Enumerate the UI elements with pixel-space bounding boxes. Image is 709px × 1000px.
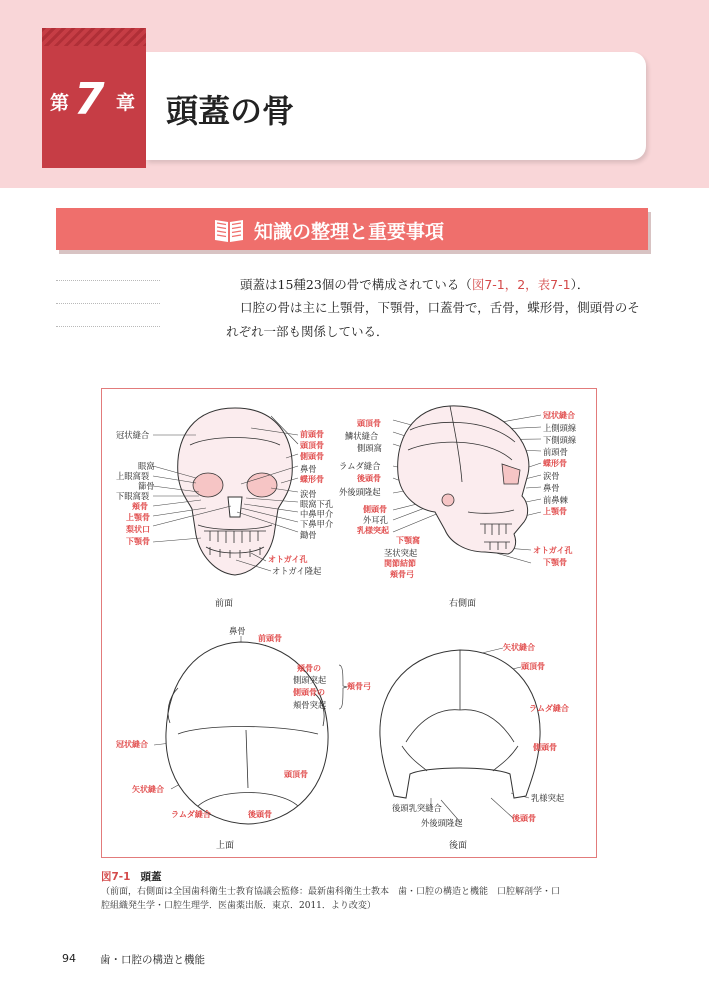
label-sphenoid: 蝶形骨 — [300, 475, 324, 484]
page-title: 頭蓋の骨 — [166, 92, 295, 130]
label-piriform-aperture: 梨状口 — [126, 525, 150, 534]
view-caption-top: 上面 — [216, 841, 235, 851]
label-infraorbital-foramen: 眼窩下孔 — [300, 499, 334, 509]
label-mastoid-process: 乳様突起 — [357, 526, 389, 535]
label-vomer: 鋤骨 — [300, 530, 317, 540]
label-nasal-top: 鼻骨 — [229, 626, 246, 636]
label-occipitomastoid-suture: 後頭乳突縫合 — [392, 803, 442, 813]
label-middle-nasal-concha: 中鼻甲介 — [300, 509, 334, 519]
label-occipital-top: 後頭骨 — [248, 810, 272, 819]
label-inferior-temporal-line: 下側頭線 — [543, 435, 577, 445]
figure-title: 頭蓋 — [140, 871, 162, 883]
body-paragraph-2-line-1: 口腔の骨は主に上顎骨，下顎骨，口蓋骨で，舌骨，蝶形骨，側頭骨のそ — [240, 300, 640, 315]
page-number: 94 — [62, 952, 76, 965]
label-coronal-suture-top: 冠状縫合 — [116, 740, 148, 749]
memo-line — [56, 280, 160, 281]
label-zygomatic: 頬骨 — [132, 502, 148, 511]
label-articular-tubercle: 関節結節 — [384, 559, 416, 568]
label-temporal-side: 側頭骨 — [363, 505, 387, 514]
chapter-suffix: 章 — [116, 92, 136, 114]
label-inferior-nasal-concha: 下鼻甲介 — [300, 519, 334, 529]
label-mental-foramen-side: オトガイ孔 — [533, 546, 573, 555]
label-zygomatic-process: 頬骨突起 — [293, 700, 327, 710]
label-frontal-side: 前頭骨 — [543, 447, 568, 457]
body-text: 頭蓋は15種23個の骨で構成されている（ — [240, 277, 472, 292]
label-nasal: 鼻骨 — [300, 464, 317, 474]
body-paragraph-2-line-2: れぞれ一部も関係している． — [226, 324, 389, 339]
figure-caption — [101, 869, 161, 884]
label-mandibular-fossa: 下顎窩 — [396, 536, 420, 545]
label-superior-temporal-line: 上側頭線 — [543, 423, 577, 433]
label-lambdoid-suture-top: ラムダ縫合 — [171, 810, 211, 819]
label-ethmoid: 篩骨 — [138, 481, 155, 491]
label-coronal-suture: 冠状縫合 — [116, 430, 150, 440]
open-book-icon — [213, 216, 245, 244]
label-zygomatic-arch-top: 頬骨弓 — [347, 682, 371, 691]
label-temporal-process: 側頭突起 — [293, 675, 327, 685]
label-superior-orbital-fissure: 上眼窩裂 — [116, 471, 150, 481]
label-external-acoustic-meatus: 外耳孔 — [363, 515, 388, 525]
label-occipital: 後頭骨 — [357, 474, 381, 483]
label-zygomatic-of: 頬骨の — [297, 664, 321, 673]
label-parietal-side: 頭頂骨 — [357, 419, 381, 428]
view-caption-back: 後面 — [449, 841, 468, 851]
label-lacrimal-side: 涙骨 — [543, 471, 560, 481]
figure-number: 図7-1 — [101, 871, 131, 883]
label-nasal-side: 鼻骨 — [543, 483, 560, 493]
label-frontal: 前頭骨 — [300, 430, 324, 439]
label-coronal-suture-side: 冠状縫合 — [543, 411, 575, 420]
figure-source-note-line-1: （前面，右側面は全国歯科衛生士教育協議会監修：最新歯科衛生士教本 歯・口腔の構造と機能 口腔解剖学・口 — [101, 887, 561, 897]
label-squamous-suture: 鱗状縫合 — [345, 431, 379, 441]
section-banner — [56, 208, 648, 250]
label-lacrimal: 涙骨 — [300, 489, 317, 499]
label-lambdoid-suture: ラムダ縫合 — [339, 461, 381, 471]
figure-reference[interactable]: 図7-1，2，表7-1 — [471, 277, 571, 292]
section-title: 知識の整理と重要事項 — [254, 221, 445, 243]
label-occipital-back: 後頭骨 — [512, 814, 536, 823]
skull-side-illustration — [390, 402, 545, 572]
label-orbit: 眼窩 — [138, 461, 155, 471]
body-paragraph-1 — [240, 273, 589, 297]
label-sphenoid-side: 蝶形骨 — [543, 459, 567, 468]
label-mastoid-back: 乳様突起 — [531, 793, 565, 803]
label-maxilla-side: 上顎骨 — [543, 507, 567, 516]
label-mental-protuberance: オトガイ隆起 — [272, 566, 322, 576]
label-mental-foramen: オトガイ孔 — [268, 555, 308, 564]
figure-source-note-line-2: 腔組織発生学・口腔生理学．医歯薬出版．東京．2011．より改変） — [101, 901, 376, 911]
view-caption-side: 右側面 — [449, 599, 477, 609]
label-sagittal-suture-back: 矢状縫合 — [503, 643, 535, 652]
label-external-occipital-protuberance: 外後頭隆起 — [339, 487, 381, 497]
label-temporal-of: 側頭骨の — [293, 688, 325, 697]
label-temporal-fossa: 側頭窩 — [357, 443, 382, 453]
label-mandible-side: 下顎骨 — [543, 558, 567, 567]
memo-line — [56, 326, 160, 327]
label-parietal-back: 頭頂骨 — [521, 662, 545, 671]
chapter-prefix: 第 — [50, 92, 70, 114]
body-text: ）． — [570, 277, 590, 292]
memo-line — [56, 303, 160, 304]
label-lambdoid-suture-back: ラムダ縫合 — [529, 704, 569, 713]
chapter-number: 7 — [74, 74, 105, 125]
label-sagittal-suture-top: 矢状縫合 — [132, 785, 164, 794]
label-nasal-spine: 前鼻棘 — [543, 495, 568, 505]
label-temporal-back: 側頭骨 — [533, 743, 557, 752]
label-inferior-orbital-fissure: 下眼窩裂 — [116, 491, 150, 501]
label-zygomatic-arch: 頬骨弓 — [390, 570, 414, 579]
label-styloid-process: 茎状突起 — [384, 548, 418, 558]
label-mandible: 下顎骨 — [126, 537, 150, 546]
label-external-occipital-protuberance-back: 外後頭隆起 — [421, 818, 463, 828]
running-footer-title: 歯・口腔の構造と機能 — [100, 954, 205, 966]
label-parietal-top: 頭頂骨 — [284, 770, 308, 779]
label-parietal: 頭頂骨 — [300, 441, 324, 450]
label-temporal: 側頭骨 — [300, 452, 324, 461]
view-caption-front: 前面 — [215, 599, 234, 609]
label-frontal-top: 前頭骨 — [258, 634, 282, 643]
label-maxilla: 上顎骨 — [126, 513, 150, 522]
